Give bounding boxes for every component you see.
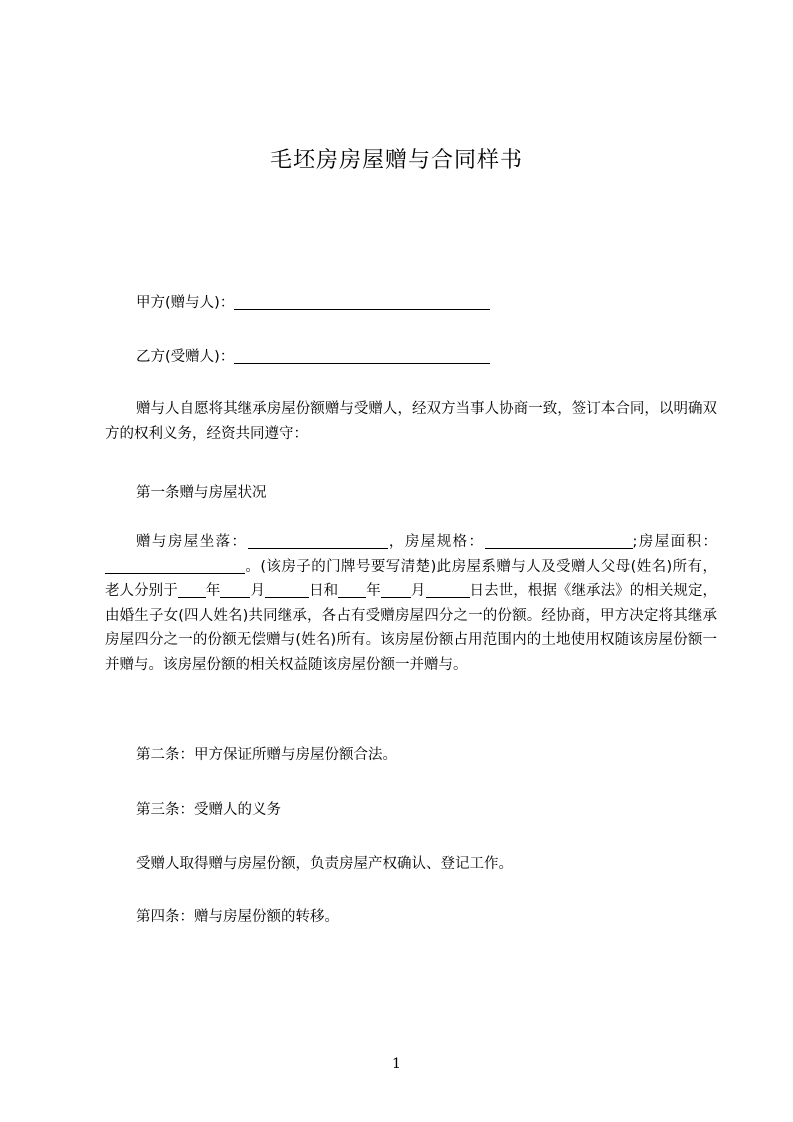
- text-segment: 赠与房屋坐落：: [136, 534, 248, 550]
- text-segment: 日和: [309, 583, 339, 599]
- text-segment: 年: [205, 583, 221, 599]
- party-a-line: [136, 291, 490, 312]
- text-segment: 日去世，根据《继承法》的相关规定，由婚生子女(四人姓名)共同继承，各占有受赠房屋四分之一的份额。经协商，甲方决定将其继承房屋四分之一的份额无偿赠与(姓名)所有。该房屋份额占用范围内的土地使用权随该房屋份额一并赠与。该房屋份额的相关权益随该房屋份额一并赠与。: [105, 583, 718, 673]
- article2: 第二条：甲方保证所赠与房屋份额合法。: [136, 747, 397, 763]
- article3-body: 受赠人取得赠与房屋份额，负责房屋产权确认、登记工作。: [136, 856, 513, 872]
- party-b-blank: [234, 347, 490, 364]
- text-segment: 。(该房子的门牌号要写清楚)此房屋系赠与人及受赠人父母(姓名)所有，老人分别于: [105, 558, 717, 599]
- article1-heading: 第一条赠与房屋状况: [136, 485, 267, 501]
- text-segment: 年: [366, 583, 381, 599]
- month1-blank: [220, 581, 250, 598]
- intro-paragraph: 赠与人自愿将其继承房屋份额赠与受赠人，经双方当事人协商一致，签订本合同，以明确双方的权利义务，经资共同遵守：: [105, 401, 717, 442]
- article3-heading: 第三条：受赠人的义务: [136, 802, 281, 818]
- article1-body: [105, 530, 717, 677]
- month2-blank: [381, 581, 411, 598]
- party-a-blank: [234, 293, 490, 310]
- page-number: 1: [392, 1056, 401, 1072]
- day1-blank: [265, 581, 309, 598]
- text-segment: ，房屋规格：: [387, 534, 485, 550]
- spec-blank: [485, 532, 633, 549]
- year1-blank: [178, 581, 206, 598]
- text-segment: ;房屋面积：: [632, 534, 718, 550]
- location-blank: [248, 532, 388, 549]
- year2-blank: [338, 581, 366, 598]
- party-b-label: 乙方(受赠人)：: [136, 349, 235, 365]
- article4: 第四条：赠与房屋份额的转移。: [136, 909, 339, 925]
- party-b-line: [136, 345, 490, 366]
- document-title: 毛坯房房屋赠与合同样书: [269, 148, 523, 173]
- day2-blank: [426, 581, 470, 598]
- text-segment: 月: [250, 583, 266, 599]
- text-segment: 月: [410, 583, 426, 599]
- party-a-label: 甲方(赠与人)：: [136, 295, 235, 311]
- area-blank: [105, 557, 245, 574]
